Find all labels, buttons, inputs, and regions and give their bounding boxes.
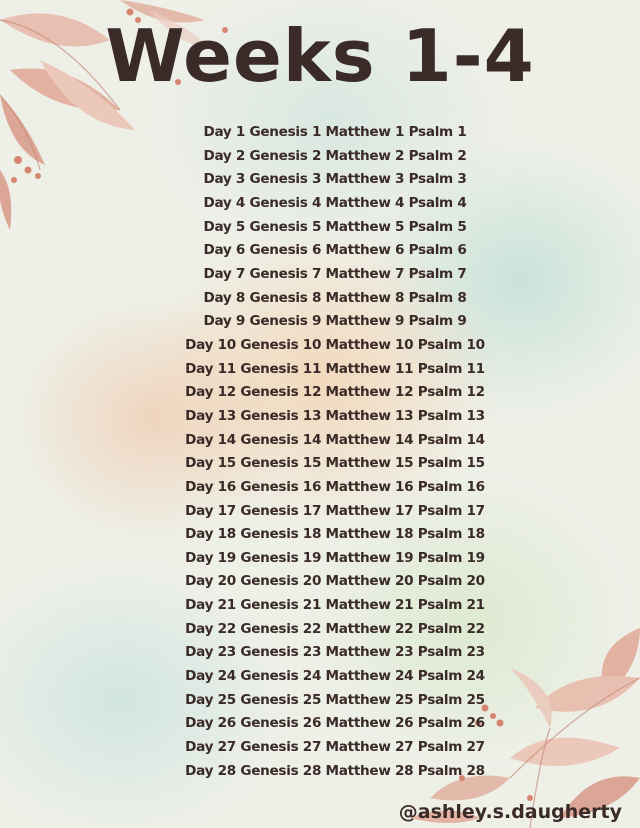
schedule-row: Day 22 Genesis 22 Matthew 22 Psalm 22 [185, 620, 485, 637]
schedule-row: Day 5 Genesis 5 Matthew 5 Psalm 5 [203, 218, 467, 235]
schedule-row: Day 27 Genesis 27 Matthew 27 Psalm 27 [185, 739, 485, 756]
schedule-row: Day 9 Genesis 9 Matthew 9 Psalm 9 [203, 313, 467, 330]
schedule-row: Day 23 Genesis 23 Matthew 23 Psalm 23 [185, 644, 485, 661]
schedule-row: Day 7 Genesis 7 Matthew 7 Psalm 7 [203, 265, 467, 282]
schedule-row: Day 1 Genesis 1 Matthew 1 Psalm 1 [203, 124, 467, 140]
schedule-row: Day 16 Genesis 16 Matthew 16 Psalm 16 [185, 478, 485, 495]
schedule-row: Day 2 Genesis 2 Matthew 2 Psalm 2 [203, 147, 467, 164]
page-title: Weeks 1-4 [105, 14, 535, 98]
schedule-row: Day 8 Genesis 8 Matthew 8 Psalm 8 [203, 289, 467, 306]
schedule-row: Day 14 Genesis 14 Matthew 14 Psalm 14 [185, 431, 485, 448]
schedule-row: Day 12 Genesis 12 Matthew 12 Psalm 12 [185, 384, 485, 401]
schedule-row: Day 3 Genesis 3 Matthew 3 Psalm 3 [203, 171, 467, 188]
schedule-row: Day 20 Genesis 20 Matthew 20 Psalm 20 [185, 573, 485, 590]
author-handle: @ashley.s.daugherty [398, 801, 622, 823]
schedule-row: Day 28 Genesis 28 Matthew 28 Psalm 28 [185, 762, 485, 779]
schedule-row: Day 26 Genesis 26 Matthew 26 Psalm 26 [185, 715, 485, 732]
schedule-row: Day 25 Genesis 25 Matthew 25 Psalm 25 [185, 691, 485, 708]
schedule-row: Day 15 Genesis 15 Matthew 15 Psalm 15 [185, 455, 485, 472]
schedule-row: Day 4 Genesis 4 Matthew 4 Psalm 4 [203, 194, 467, 211]
schedule-row: Day 17 Genesis 17 Matthew 17 Psalm 17 [185, 502, 485, 519]
schedule-row: Day 10 Genesis 10 Matthew 10 Psalm 10 [185, 336, 485, 353]
schedule-row: Day 13 Genesis 13 Matthew 13 Psalm 13 [185, 407, 485, 424]
schedule-row: Day 21 Genesis 21 Matthew 21 Psalm 21 [185, 597, 485, 614]
schedule-row: Day 18 Genesis 18 Matthew 18 Psalm 18 [185, 526, 485, 543]
schedule-row: Day 6 Genesis 6 Matthew 6 Psalm 6 [203, 242, 467, 259]
schedule-row: Day 24 Genesis 24 Matthew 24 Psalm 24 [185, 668, 485, 685]
reading-schedule [0, 121, 640, 783]
schedule-row: Day 11 Genesis 11 Matthew 11 Psalm 11 [185, 360, 485, 377]
schedule-row: Day 19 Genesis 19 Matthew 19 Psalm 19 [185, 549, 485, 566]
